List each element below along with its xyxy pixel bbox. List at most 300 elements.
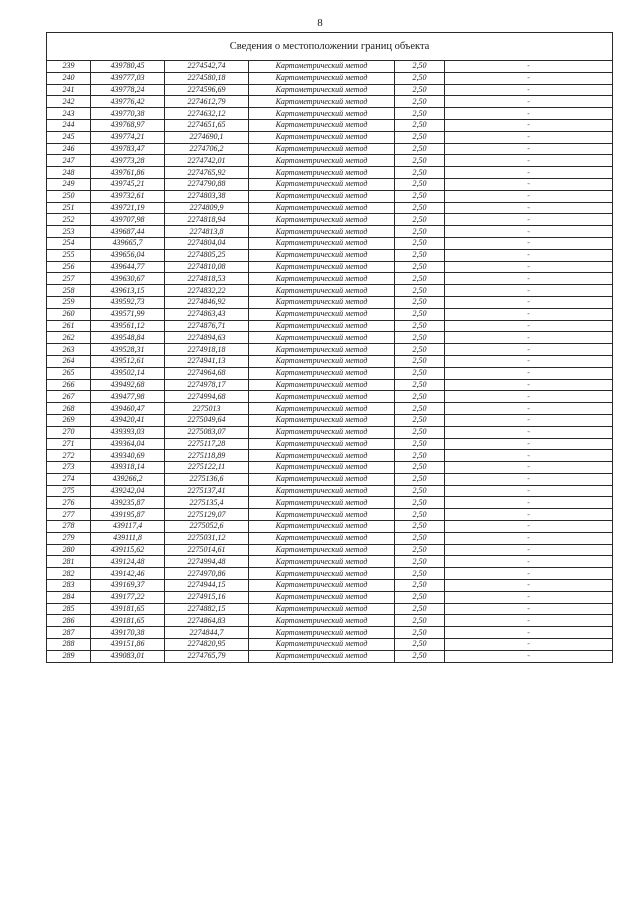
point-number-cell: 247 bbox=[47, 155, 91, 167]
y-coordinate-cell: 2274918,18 bbox=[165, 344, 249, 356]
note-cell: - bbox=[445, 226, 613, 238]
note-cell: - bbox=[445, 61, 613, 73]
note-cell: - bbox=[445, 249, 613, 261]
accuracy-cell: 2,50 bbox=[395, 462, 445, 474]
point-number-cell: 289 bbox=[47, 650, 91, 662]
method-cell: Картометрический метод bbox=[249, 308, 395, 320]
method-cell: Картометрический метод bbox=[249, 143, 395, 155]
accuracy-cell: 2,50 bbox=[395, 190, 445, 202]
note-cell: - bbox=[445, 108, 613, 120]
x-coordinate-cell: 439777,03 bbox=[91, 72, 165, 84]
y-coordinate-cell: 2274813,8 bbox=[165, 226, 249, 238]
y-coordinate-cell: 2274978,17 bbox=[165, 379, 249, 391]
point-number-cell: 256 bbox=[47, 261, 91, 273]
x-coordinate-cell: 439768,97 bbox=[91, 119, 165, 131]
y-coordinate-cell: 2274876,71 bbox=[165, 320, 249, 332]
x-coordinate-cell: 439561,12 bbox=[91, 320, 165, 332]
y-coordinate-cell: 2274882,15 bbox=[165, 603, 249, 615]
table-row bbox=[47, 320, 613, 332]
method-cell: Картометрический метод bbox=[249, 391, 395, 403]
table-row bbox=[47, 226, 613, 238]
table-row bbox=[47, 367, 613, 379]
table-row bbox=[47, 403, 613, 415]
note-cell: - bbox=[445, 96, 613, 108]
note-cell: - bbox=[445, 532, 613, 544]
accuracy-cell: 2,50 bbox=[395, 473, 445, 485]
table-row bbox=[47, 556, 613, 568]
method-cell: Картометрический метод bbox=[249, 379, 395, 391]
x-coordinate-cell: 439242,04 bbox=[91, 485, 165, 497]
accuracy-cell: 2,50 bbox=[395, 119, 445, 131]
method-cell: Картометрический метод bbox=[249, 367, 395, 379]
y-coordinate-cell: 2274941,13 bbox=[165, 355, 249, 367]
table-row bbox=[47, 615, 613, 627]
y-coordinate-cell: 2274915,16 bbox=[165, 591, 249, 603]
x-coordinate-cell: 439151,86 bbox=[91, 639, 165, 651]
table-row bbox=[47, 214, 613, 226]
table-row bbox=[47, 296, 613, 308]
y-coordinate-cell: 2274818,94 bbox=[165, 214, 249, 226]
table-row bbox=[47, 285, 613, 297]
note-cell: - bbox=[445, 131, 613, 143]
table-row bbox=[47, 379, 613, 391]
x-coordinate-cell: 439630,67 bbox=[91, 273, 165, 285]
x-coordinate-cell: 439492,68 bbox=[91, 379, 165, 391]
x-coordinate-cell: 439721,19 bbox=[91, 202, 165, 214]
note-cell: - bbox=[445, 603, 613, 615]
accuracy-cell: 2,50 bbox=[395, 84, 445, 96]
x-coordinate-cell: 439773,28 bbox=[91, 155, 165, 167]
table-row bbox=[47, 155, 613, 167]
method-cell: Картометрический метод bbox=[249, 639, 395, 651]
method-cell: Картометрический метод bbox=[249, 96, 395, 108]
note-cell: - bbox=[445, 320, 613, 332]
table-row bbox=[47, 391, 613, 403]
x-coordinate-cell: 439181,65 bbox=[91, 603, 165, 615]
x-coordinate-cell: 439774,21 bbox=[91, 131, 165, 143]
y-coordinate-cell: 2274706,2 bbox=[165, 143, 249, 155]
point-number-cell: 248 bbox=[47, 167, 91, 179]
accuracy-cell: 2,50 bbox=[395, 391, 445, 403]
accuracy-cell: 2,50 bbox=[395, 639, 445, 651]
note-cell: - bbox=[445, 273, 613, 285]
x-coordinate-cell: 439266,2 bbox=[91, 473, 165, 485]
table-row bbox=[47, 426, 613, 438]
method-cell: Картометрический метод bbox=[249, 202, 395, 214]
accuracy-cell: 2,50 bbox=[395, 308, 445, 320]
accuracy-cell: 2,50 bbox=[395, 96, 445, 108]
x-coordinate-cell: 439115,62 bbox=[91, 544, 165, 556]
accuracy-cell: 2,50 bbox=[395, 143, 445, 155]
method-cell: Картометрический метод bbox=[249, 580, 395, 592]
boundary-coordinates-table bbox=[46, 32, 613, 663]
y-coordinate-cell: 2274994,68 bbox=[165, 391, 249, 403]
table-row bbox=[47, 344, 613, 356]
table-row bbox=[47, 190, 613, 202]
table-row bbox=[47, 627, 613, 639]
table-row bbox=[47, 509, 613, 521]
x-coordinate-cell: 439111,8 bbox=[91, 532, 165, 544]
note-cell: - bbox=[445, 450, 613, 462]
method-cell: Картометрический метод bbox=[249, 332, 395, 344]
method-cell: Картометрический метод bbox=[249, 462, 395, 474]
x-coordinate-cell: 439318,14 bbox=[91, 462, 165, 474]
method-cell: Картометрический метод bbox=[249, 426, 395, 438]
note-cell: - bbox=[445, 296, 613, 308]
method-cell: Картометрический метод bbox=[249, 497, 395, 509]
y-coordinate-cell: 2274810,08 bbox=[165, 261, 249, 273]
x-coordinate-cell: 439181,65 bbox=[91, 615, 165, 627]
note-cell: - bbox=[445, 426, 613, 438]
y-coordinate-cell: 2275136,6 bbox=[165, 473, 249, 485]
y-coordinate-cell: 2274846,92 bbox=[165, 296, 249, 308]
point-number-cell: 280 bbox=[47, 544, 91, 556]
table-row bbox=[47, 521, 613, 533]
method-cell: Картометрический метод bbox=[249, 627, 395, 639]
accuracy-cell: 2,50 bbox=[395, 237, 445, 249]
accuracy-cell: 2,50 bbox=[395, 544, 445, 556]
note-cell: - bbox=[445, 473, 613, 485]
point-number-cell: 254 bbox=[47, 237, 91, 249]
table-row bbox=[47, 119, 613, 131]
accuracy-cell: 2,50 bbox=[395, 344, 445, 356]
point-number-cell: 286 bbox=[47, 615, 91, 627]
table-row bbox=[47, 532, 613, 544]
point-number-cell: 245 bbox=[47, 131, 91, 143]
point-number-cell: 282 bbox=[47, 568, 91, 580]
table-row bbox=[47, 462, 613, 474]
point-number-cell: 279 bbox=[47, 532, 91, 544]
x-coordinate-cell: 439780,45 bbox=[91, 61, 165, 73]
accuracy-cell: 2,50 bbox=[395, 438, 445, 450]
y-coordinate-cell: 2274844,7 bbox=[165, 627, 249, 639]
y-coordinate-cell: 2275014,61 bbox=[165, 544, 249, 556]
point-number-cell: 275 bbox=[47, 485, 91, 497]
note-cell: - bbox=[445, 178, 613, 190]
point-number-cell: 252 bbox=[47, 214, 91, 226]
note-cell: - bbox=[445, 285, 613, 297]
x-coordinate-cell: 439571,99 bbox=[91, 308, 165, 320]
method-cell: Картометрический метод bbox=[249, 403, 395, 415]
point-number-cell: 264 bbox=[47, 355, 91, 367]
table-row bbox=[47, 591, 613, 603]
y-coordinate-cell: 2275052,6 bbox=[165, 521, 249, 533]
table-row bbox=[47, 414, 613, 426]
point-number-cell: 281 bbox=[47, 556, 91, 568]
y-coordinate-cell: 2275013 bbox=[165, 403, 249, 415]
note-cell: - bbox=[445, 72, 613, 84]
method-cell: Картометрический метод bbox=[249, 544, 395, 556]
table-title: Сведения о местоположении границ объекта bbox=[47, 33, 613, 61]
accuracy-cell: 2,50 bbox=[395, 108, 445, 120]
note-cell: - bbox=[445, 391, 613, 403]
table-title-row bbox=[47, 33, 613, 61]
point-number-cell: 268 bbox=[47, 403, 91, 415]
point-number-cell: 278 bbox=[47, 521, 91, 533]
y-coordinate-cell: 2274765,79 bbox=[165, 650, 249, 662]
table-row bbox=[47, 438, 613, 450]
table-row bbox=[47, 639, 613, 651]
note-cell: - bbox=[445, 521, 613, 533]
point-number-cell: 257 bbox=[47, 273, 91, 285]
x-coordinate-cell: 439170,38 bbox=[91, 627, 165, 639]
table-row bbox=[47, 131, 613, 143]
x-coordinate-cell: 439235,87 bbox=[91, 497, 165, 509]
y-coordinate-cell: 2274944,15 bbox=[165, 580, 249, 592]
y-coordinate-cell: 2275118,89 bbox=[165, 450, 249, 462]
method-cell: Картометрический метод bbox=[249, 285, 395, 297]
x-coordinate-cell: 439732,61 bbox=[91, 190, 165, 202]
x-coordinate-cell: 439776,42 bbox=[91, 96, 165, 108]
x-coordinate-cell: 439420,41 bbox=[91, 414, 165, 426]
table-row bbox=[47, 355, 613, 367]
accuracy-cell: 2,50 bbox=[395, 61, 445, 73]
note-cell: - bbox=[445, 308, 613, 320]
point-number-cell: 239 bbox=[47, 61, 91, 73]
method-cell: Картометрический метод bbox=[249, 591, 395, 603]
accuracy-cell: 2,50 bbox=[395, 521, 445, 533]
method-cell: Картометрический метод bbox=[249, 61, 395, 73]
accuracy-cell: 2,50 bbox=[395, 155, 445, 167]
method-cell: Картометрический метод bbox=[249, 320, 395, 332]
x-coordinate-cell: 439393,03 bbox=[91, 426, 165, 438]
x-coordinate-cell: 439687,44 bbox=[91, 226, 165, 238]
x-coordinate-cell: 439665,7 bbox=[91, 237, 165, 249]
note-cell: - bbox=[445, 615, 613, 627]
accuracy-cell: 2,50 bbox=[395, 131, 445, 143]
method-cell: Картометрический метод bbox=[249, 296, 395, 308]
point-number-cell: 263 bbox=[47, 344, 91, 356]
note-cell: - bbox=[445, 355, 613, 367]
x-coordinate-cell: 439340,69 bbox=[91, 450, 165, 462]
y-coordinate-cell: 2275083,07 bbox=[165, 426, 249, 438]
table-row bbox=[47, 202, 613, 214]
accuracy-cell: 2,50 bbox=[395, 296, 445, 308]
point-number-cell: 273 bbox=[47, 462, 91, 474]
x-coordinate-cell: 439364,04 bbox=[91, 438, 165, 450]
point-number-cell: 241 bbox=[47, 84, 91, 96]
x-coordinate-cell: 439778,24 bbox=[91, 84, 165, 96]
x-coordinate-cell: 439512,61 bbox=[91, 355, 165, 367]
table-row bbox=[47, 273, 613, 285]
accuracy-cell: 2,50 bbox=[395, 627, 445, 639]
accuracy-cell: 2,50 bbox=[395, 580, 445, 592]
accuracy-cell: 2,50 bbox=[395, 226, 445, 238]
x-coordinate-cell: 439770,38 bbox=[91, 108, 165, 120]
method-cell: Картометрический метод bbox=[249, 650, 395, 662]
y-coordinate-cell: 2274804,04 bbox=[165, 237, 249, 249]
accuracy-cell: 2,50 bbox=[395, 497, 445, 509]
point-number-cell: 261 bbox=[47, 320, 91, 332]
point-number-cell: 240 bbox=[47, 72, 91, 84]
accuracy-cell: 2,50 bbox=[395, 509, 445, 521]
table-row bbox=[47, 249, 613, 261]
method-cell: Картометрический метод bbox=[249, 226, 395, 238]
point-number-cell: 255 bbox=[47, 249, 91, 261]
y-coordinate-cell: 2275135,4 bbox=[165, 497, 249, 509]
y-coordinate-cell: 2274809,9 bbox=[165, 202, 249, 214]
point-number-cell: 284 bbox=[47, 591, 91, 603]
table-row bbox=[47, 84, 613, 96]
method-cell: Картометрический метод bbox=[249, 261, 395, 273]
y-coordinate-cell: 2274580,18 bbox=[165, 72, 249, 84]
y-coordinate-cell: 2274542,74 bbox=[165, 61, 249, 73]
method-cell: Картометрический метод bbox=[249, 178, 395, 190]
y-coordinate-cell: 2274818,53 bbox=[165, 273, 249, 285]
point-number-cell: 251 bbox=[47, 202, 91, 214]
point-number-cell: 274 bbox=[47, 473, 91, 485]
point-number-cell: 277 bbox=[47, 509, 91, 521]
method-cell: Картометрический метод bbox=[249, 237, 395, 249]
point-number-cell: 271 bbox=[47, 438, 91, 450]
note-cell: - bbox=[445, 580, 613, 592]
y-coordinate-cell: 2275129,07 bbox=[165, 509, 249, 521]
method-cell: Картометрический метод bbox=[249, 84, 395, 96]
table-row bbox=[47, 650, 613, 662]
note-cell: - bbox=[445, 414, 613, 426]
note-cell: - bbox=[445, 591, 613, 603]
table-row bbox=[47, 497, 613, 509]
accuracy-cell: 2,50 bbox=[395, 249, 445, 261]
note-cell: - bbox=[445, 332, 613, 344]
x-coordinate-cell: 439195,87 bbox=[91, 509, 165, 521]
y-coordinate-cell: 2274612,79 bbox=[165, 96, 249, 108]
method-cell: Картометрический метод bbox=[249, 155, 395, 167]
page-number: 8 bbox=[317, 17, 323, 29]
accuracy-cell: 2,50 bbox=[395, 568, 445, 580]
method-cell: Картометрический метод bbox=[249, 72, 395, 84]
x-coordinate-cell: 439548,84 bbox=[91, 332, 165, 344]
point-number-cell: 258 bbox=[47, 285, 91, 297]
point-number-cell: 246 bbox=[47, 143, 91, 155]
y-coordinate-cell: 2274596,69 bbox=[165, 84, 249, 96]
method-cell: Картометрический метод bbox=[249, 167, 395, 179]
note-cell: - bbox=[445, 403, 613, 415]
table-row bbox=[47, 544, 613, 556]
y-coordinate-cell: 2274970,86 bbox=[165, 568, 249, 580]
x-coordinate-cell: 439502,14 bbox=[91, 367, 165, 379]
note-cell: - bbox=[445, 190, 613, 202]
note-cell: - bbox=[445, 143, 613, 155]
note-cell: - bbox=[445, 627, 613, 639]
table-row bbox=[47, 580, 613, 592]
x-coordinate-cell: 439707,98 bbox=[91, 214, 165, 226]
y-coordinate-cell: 2275137,41 bbox=[165, 485, 249, 497]
method-cell: Картометрический метод bbox=[249, 108, 395, 120]
note-cell: - bbox=[445, 84, 613, 96]
point-number-cell: 262 bbox=[47, 332, 91, 344]
point-number-cell: 250 bbox=[47, 190, 91, 202]
x-coordinate-cell: 439460,47 bbox=[91, 403, 165, 415]
point-number-cell: 270 bbox=[47, 426, 91, 438]
method-cell: Картометрический метод bbox=[249, 485, 395, 497]
note-cell: - bbox=[445, 497, 613, 509]
y-coordinate-cell: 2274994,48 bbox=[165, 556, 249, 568]
y-coordinate-cell: 2274651,65 bbox=[165, 119, 249, 131]
point-number-cell: 242 bbox=[47, 96, 91, 108]
accuracy-cell: 2,50 bbox=[395, 615, 445, 627]
point-number-cell: 244 bbox=[47, 119, 91, 131]
y-coordinate-cell: 2274805,25 bbox=[165, 249, 249, 261]
x-coordinate-cell: 439169,37 bbox=[91, 580, 165, 592]
y-coordinate-cell: 2274790,88 bbox=[165, 178, 249, 190]
x-coordinate-cell: 439783,47 bbox=[91, 143, 165, 155]
y-coordinate-cell: 2275117,28 bbox=[165, 438, 249, 450]
accuracy-cell: 2,50 bbox=[395, 450, 445, 462]
method-cell: Картометрический метод bbox=[249, 249, 395, 261]
x-coordinate-cell: 439656,04 bbox=[91, 249, 165, 261]
y-coordinate-cell: 2274742,01 bbox=[165, 155, 249, 167]
method-cell: Картометрический метод bbox=[249, 556, 395, 568]
note-cell: - bbox=[445, 438, 613, 450]
method-cell: Картометрический метод bbox=[249, 131, 395, 143]
point-number-cell: 283 bbox=[47, 580, 91, 592]
note-cell: - bbox=[445, 509, 613, 521]
accuracy-cell: 2,50 bbox=[395, 355, 445, 367]
accuracy-cell: 2,50 bbox=[395, 591, 445, 603]
table-row bbox=[47, 485, 613, 497]
method-cell: Картометрический метод bbox=[249, 119, 395, 131]
table-row bbox=[47, 178, 613, 190]
accuracy-cell: 2,50 bbox=[395, 167, 445, 179]
note-cell: - bbox=[445, 237, 613, 249]
accuracy-cell: 2,50 bbox=[395, 650, 445, 662]
method-cell: Картометрический метод bbox=[249, 615, 395, 627]
x-coordinate-cell: 439177,22 bbox=[91, 591, 165, 603]
accuracy-cell: 2,50 bbox=[395, 556, 445, 568]
table-row bbox=[47, 72, 613, 84]
y-coordinate-cell: 2274820,95 bbox=[165, 639, 249, 651]
point-number-cell: 249 bbox=[47, 178, 91, 190]
note-cell: - bbox=[445, 556, 613, 568]
accuracy-cell: 2,50 bbox=[395, 332, 445, 344]
note-cell: - bbox=[445, 650, 613, 662]
point-number-cell: 243 bbox=[47, 108, 91, 120]
note-cell: - bbox=[445, 462, 613, 474]
accuracy-cell: 2,50 bbox=[395, 367, 445, 379]
note-cell: - bbox=[445, 214, 613, 226]
table-row bbox=[47, 308, 613, 320]
x-coordinate-cell: 439528,31 bbox=[91, 344, 165, 356]
x-coordinate-cell: 439142,46 bbox=[91, 568, 165, 580]
method-cell: Картометрический метод bbox=[249, 473, 395, 485]
table-row bbox=[47, 143, 613, 155]
y-coordinate-cell: 2274832,22 bbox=[165, 285, 249, 297]
point-number-cell: 266 bbox=[47, 379, 91, 391]
x-coordinate-cell: 439124,48 bbox=[91, 556, 165, 568]
method-cell: Картометрический метод bbox=[249, 521, 395, 533]
table-row bbox=[47, 108, 613, 120]
x-coordinate-cell: 439644,77 bbox=[91, 261, 165, 273]
accuracy-cell: 2,50 bbox=[395, 603, 445, 615]
accuracy-cell: 2,50 bbox=[395, 285, 445, 297]
y-coordinate-cell: 2274690,1 bbox=[165, 131, 249, 143]
x-coordinate-cell: 439761,86 bbox=[91, 167, 165, 179]
y-coordinate-cell: 2274964,68 bbox=[165, 367, 249, 379]
method-cell: Картометрический метод bbox=[249, 355, 395, 367]
x-coordinate-cell: 439613,15 bbox=[91, 285, 165, 297]
x-coordinate-cell: 439117,4 bbox=[91, 521, 165, 533]
accuracy-cell: 2,50 bbox=[395, 414, 445, 426]
accuracy-cell: 2,50 bbox=[395, 426, 445, 438]
accuracy-cell: 2,50 bbox=[395, 532, 445, 544]
accuracy-cell: 2,50 bbox=[395, 403, 445, 415]
table-row bbox=[47, 332, 613, 344]
note-cell: - bbox=[445, 261, 613, 273]
y-coordinate-cell: 2275049,64 bbox=[165, 414, 249, 426]
point-number-cell: 267 bbox=[47, 391, 91, 403]
x-coordinate-cell: 439083,01 bbox=[91, 650, 165, 662]
